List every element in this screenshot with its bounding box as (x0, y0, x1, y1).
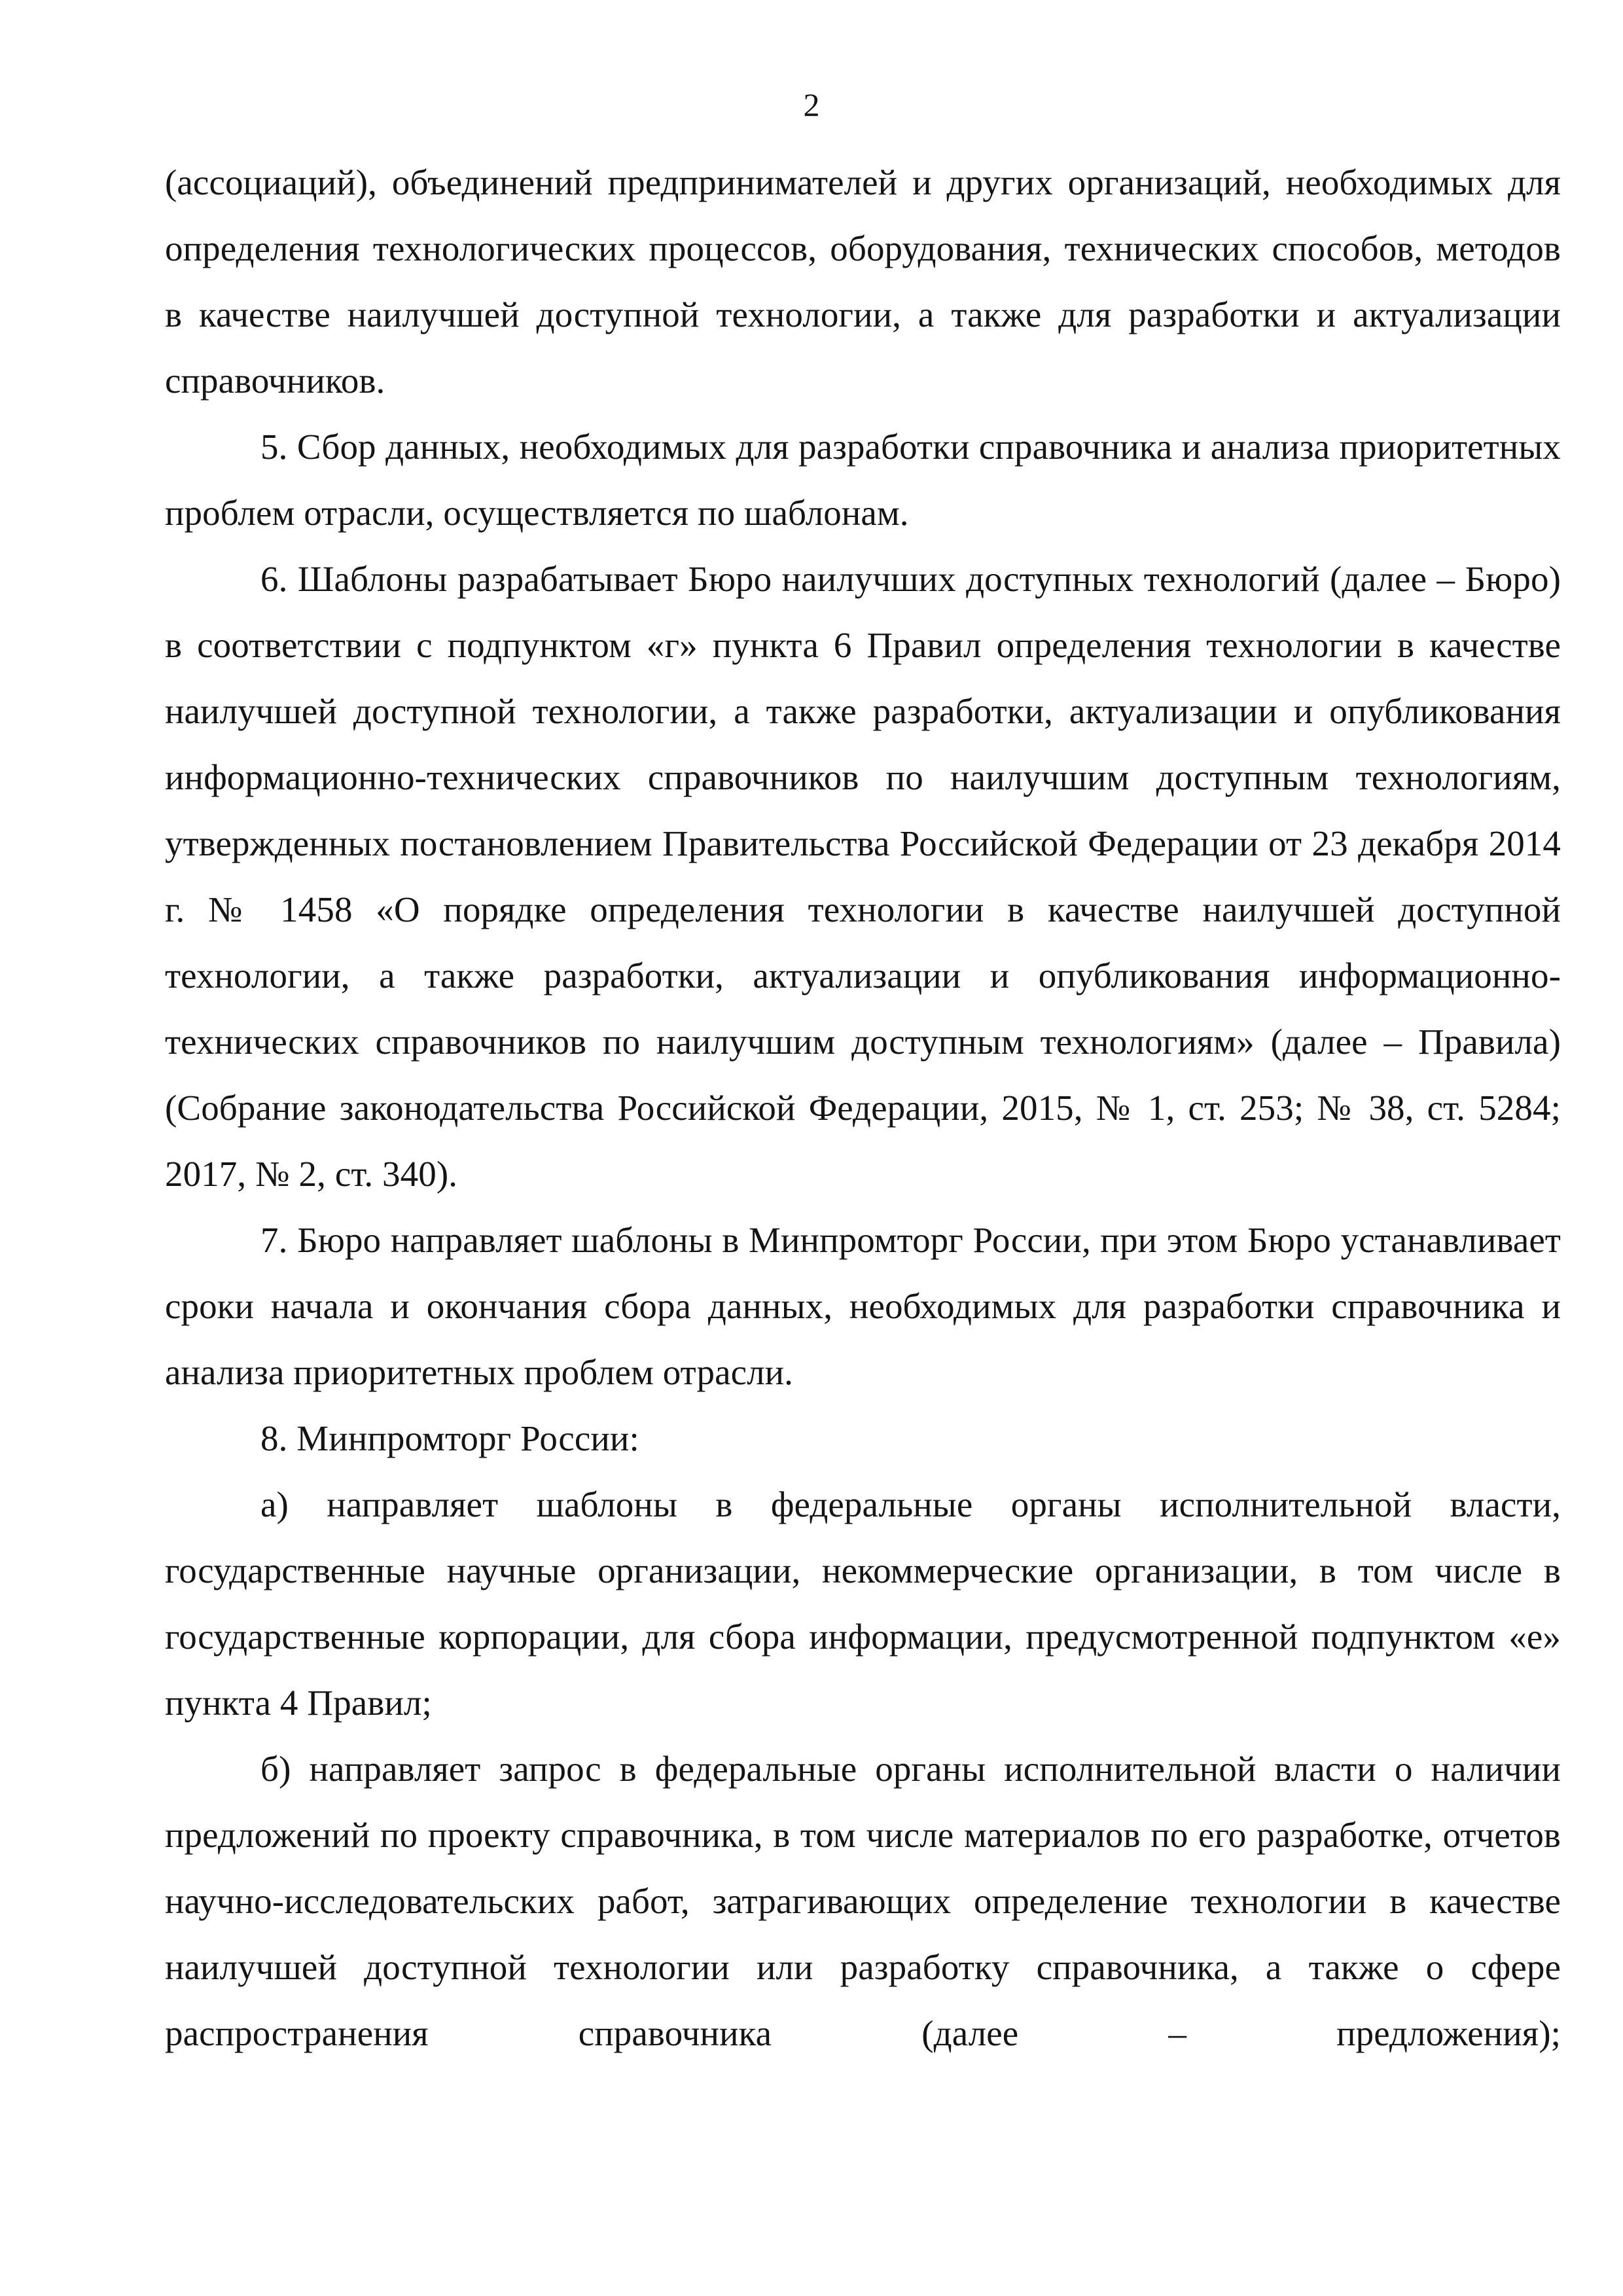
paragraph-item-7: 7. Бюро направляет шаблоны в Минпромторг России, при этом Бюро устанавливает сроки начала и окончания сбора данных, необходимых для разработки справочника и анализа приоритетных проблем отрасли. (165, 1220, 1561, 1392)
page-number: 2 (803, 86, 820, 123)
paragraph-continuation: (ассоциаций), объединений предпринимателей и других организаций, необходимых для определения технологических процессов, оборудования, технических способов, методов в качестве наилучшей доступной технологии, а также для разработки и актуализации справочников. (165, 162, 1561, 401)
paragraph-item-5: 5. Сбор данных, необходимых для разработки справочника и анализа приоритетных проблем отрасли, осуществляется по шаблонам. (165, 427, 1561, 533)
paragraph-subitem-b: б) направляет запрос в федеральные органы исполнительной власти о наличии предложений по проекту справочника, в том числе материалов по его разработке, отчетов научно-исследовательских работ, затрагивающих определение технологии в качестве наилучшей доступной технологии или разработку справочника, а также о сфере распространения справочника (далее – предложения); (165, 1749, 1561, 2053)
paragraph-item-8: 8. Минпромторг России: (260, 1418, 639, 1458)
document-body (165, 149, 1561, 2066)
paragraph-item-6: 6. Шаблоны разрабатывает Бюро наилучших доступных технологий (далее – Бюро) в соответствии с подпунктом «г» пункта 6 Правил определения технологии в качестве наилучшей доступной технологии, а также разработки, актуализации и опубликования информационно-технических справочников по наилучшим доступным технологиям, утвержденных постановлением Правительства Российской Федерации от 23 декабря 2014 г. № 1458 «О порядке определения технологии в качестве наилучшей доступной технологии, а также разработки, актуализации и опубликования информационно-технических справочников по наилучшим доступным технологиям» (далее – Правила) (Собрание законодательства Российской Федерации, 2015, № 1, ст. 253; № 38, ст. 5284; 2017, № 2, ст. 340). (165, 559, 1561, 1194)
paragraph-subitem-a: а) направляет шаблоны в федеральные органы исполнительной власти, государственные научные организации, некоммерческие организации, в том числе в государственные корпорации, для сбора информации, предусмотренной подпунктом «е» пункта 4 Правил; (165, 1484, 1561, 1723)
